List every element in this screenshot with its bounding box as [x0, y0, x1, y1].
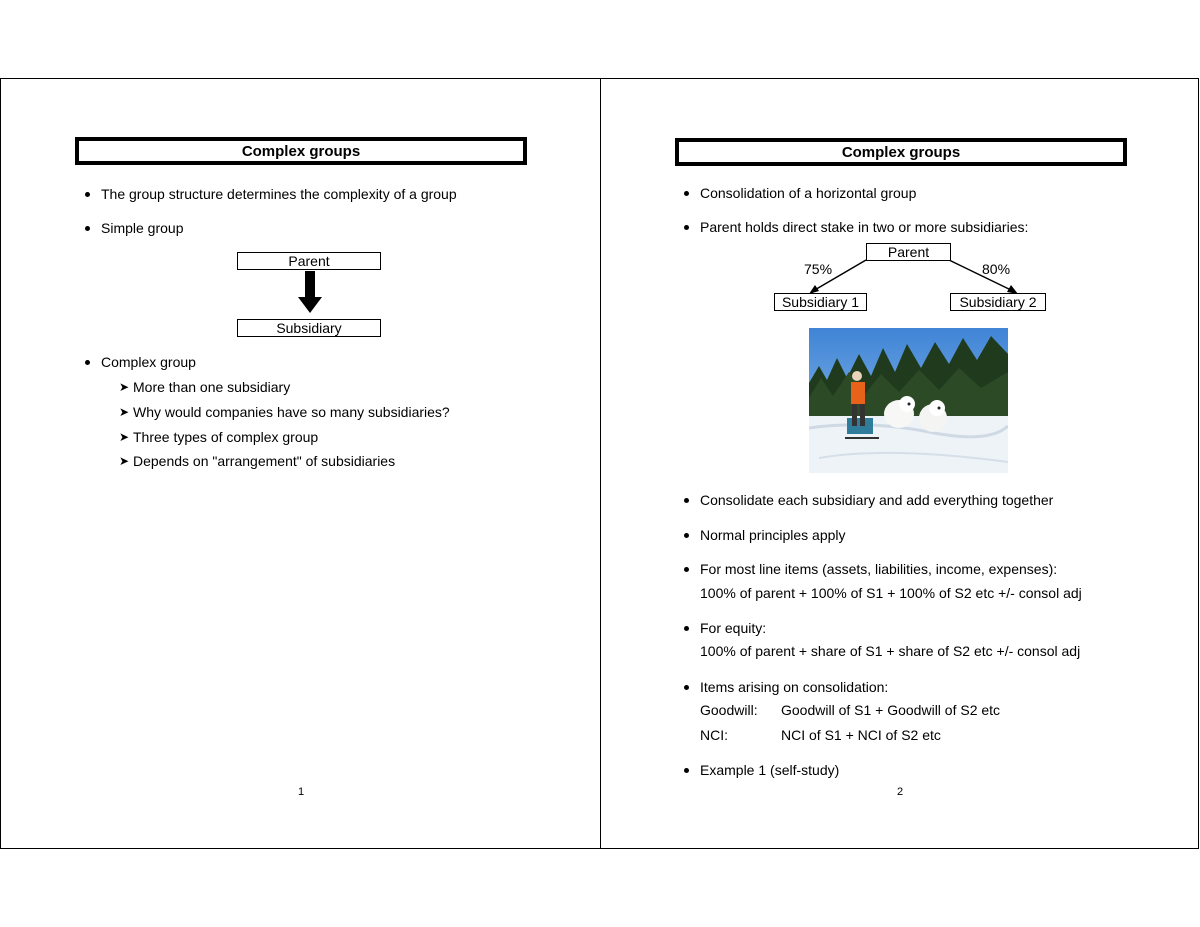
bullet-text: Normal principles apply	[700, 527, 846, 543]
subsidiary-2-box: Subsidiary 2	[950, 293, 1046, 311]
bullet-text: For equity:	[700, 620, 767, 636]
subsidiary-box: Subsidiary	[237, 319, 381, 337]
sub-bullet-item	[119, 428, 319, 446]
bullet-item	[700, 184, 916, 202]
arrowhead-bullet-icon: ➤	[119, 454, 130, 468]
nci-label: NCI:	[700, 727, 728, 743]
nci-value: NCI of S1 + NCI of S2 etc	[781, 727, 941, 743]
bullet-item	[101, 353, 196, 371]
bullet-dot-icon	[684, 498, 689, 503]
parent-box: Parent	[237, 252, 381, 270]
bullet-text: The group structure determines the complexity of a group	[101, 186, 457, 202]
arrowhead-bullet-icon: ➤	[119, 430, 130, 444]
bullet-item	[700, 218, 1028, 236]
equity-formula: 100% of parent + share of S1 + share of S2 etc +/- consol adj	[700, 643, 1081, 659]
goodwill-value: Goodwill of S1 + Goodwill of S2 etc	[781, 702, 1001, 718]
slide-title: Complex groups	[675, 138, 1127, 166]
slide-1	[1, 79, 600, 848]
bullet-item	[101, 185, 457, 203]
bullet-dot-icon	[684, 191, 689, 196]
bullet-item	[700, 526, 846, 544]
dog-sled-photo	[809, 328, 1008, 473]
sub-bullet-item	[119, 403, 450, 421]
bullet-item	[700, 491, 1053, 509]
slide-2	[601, 79, 1200, 848]
sub-bullet-text: Why would companies have so many subsidiaries?	[133, 404, 450, 420]
bullet-text: Consolidation of a horizontal group	[700, 185, 917, 201]
bullet-dot-icon	[684, 567, 689, 572]
sub-bullet-text: Three types of complex group	[133, 429, 319, 445]
page-number: 2	[897, 786, 904, 798]
bullet-text: Example 1 (self-study)	[700, 762, 840, 778]
bullet-dot-icon	[85, 226, 90, 231]
bullet-dot-icon	[684, 626, 689, 631]
sub-bullet-text: Depends on "arrangement" of subsidiaries	[133, 453, 396, 469]
bullet-item	[700, 560, 1057, 578]
bullet-dot-icon	[684, 685, 689, 690]
subsidiary-1-box: Subsidiary 1	[774, 293, 867, 311]
arrowhead-bullet-icon: ➤	[119, 405, 130, 419]
bullet-dot-icon	[85, 192, 90, 197]
ownership-percent-label: 80%	[982, 261, 1011, 277]
bullet-item	[700, 678, 888, 696]
bullet-text: Items arising on consolidation:	[700, 679, 889, 695]
bullet-item	[700, 619, 766, 637]
sub-bullet-text: More than one subsidiary	[133, 379, 291, 395]
bullet-text: Complex group	[101, 354, 196, 370]
arrowhead-bullet-icon: ➤	[119, 380, 130, 394]
photo-illustration	[809, 328, 1008, 473]
handout-sheet	[0, 78, 1199, 849]
bullet-text: Parent holds direct stake in two or more subsidiaries:	[700, 219, 1029, 235]
bullet-item	[101, 219, 184, 237]
ownership-percent-label: 75%	[804, 261, 833, 277]
bullet-dot-icon	[684, 768, 689, 773]
bullet-dot-icon	[684, 533, 689, 538]
line-items-formula: 100% of parent + 100% of S1 + 100% of S2 etc +/- consol adj	[700, 585, 1082, 601]
sub-bullet-item	[119, 378, 291, 396]
goodwill-label: Goodwill:	[700, 702, 758, 718]
bullet-text: Simple group	[101, 220, 184, 236]
bullet-dot-icon	[684, 225, 689, 230]
bullet-text: Consolidate each subsidiary and add everything together	[700, 492, 1054, 508]
bullet-dot-icon	[85, 360, 90, 365]
slide-title: Complex groups	[75, 137, 527, 165]
parent-box: Parent	[866, 243, 951, 261]
sub-bullet-item	[119, 452, 396, 470]
page-number: 1	[298, 786, 305, 798]
bullet-item	[700, 761, 839, 779]
bullet-text: For most line items (assets, liabilities, income, expenses):	[700, 561, 1058, 577]
down-arrow-icon	[297, 271, 323, 315]
